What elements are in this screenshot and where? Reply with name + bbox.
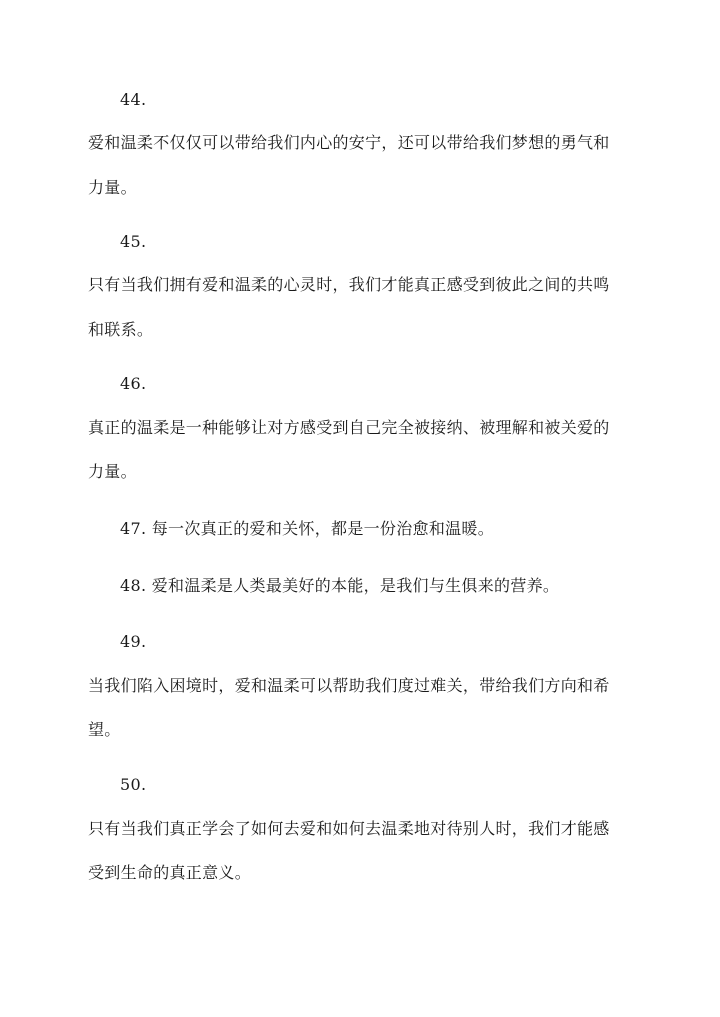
item-48-text: 48. 爱和温柔是人类最美好的本能，是我们与生俱来的营养。 (120, 576, 560, 595)
item-49-line-1: 当我们陷入困境时，爱和温柔可以帮助我们度过难关，带给我们方向和希 (88, 676, 610, 695)
item-46-line-2: 力量。 (88, 462, 137, 481)
item-50-line-2: 受到生命的真正意义。 (88, 863, 252, 882)
item-45-number: 45. (120, 232, 147, 251)
item-49-number: 49. (120, 632, 147, 651)
item-44-line-2: 力量。 (88, 178, 137, 197)
item-44-number: 44. (120, 90, 147, 109)
item-47-text: 47. 每一次真正的爱和关怀，都是一份治愈和温暖。 (120, 519, 495, 538)
item-45-line-2: 和联系。 (88, 320, 154, 339)
item-50-line-1: 只有当我们真正学会了如何去爱和如何去温柔地对待别人时，我们才能感 (88, 819, 610, 838)
item-45-line-1: 只有当我们拥有爱和温柔的心灵时，我们才能真正感受到彼此之间的共鸣 (88, 275, 610, 294)
item-46-number: 46. (120, 374, 147, 393)
item-44-line-1: 爱和温柔不仅仅可以带给我们内心的安宁，还可以带给我们梦想的勇气和 (88, 133, 610, 152)
item-49-line-2: 望。 (88, 720, 121, 739)
item-50-number: 50. (120, 775, 147, 794)
item-46-line-1: 真正的温柔是一种能够让对方感受到自己完全被接纳、被理解和被关爱的 (88, 418, 610, 437)
